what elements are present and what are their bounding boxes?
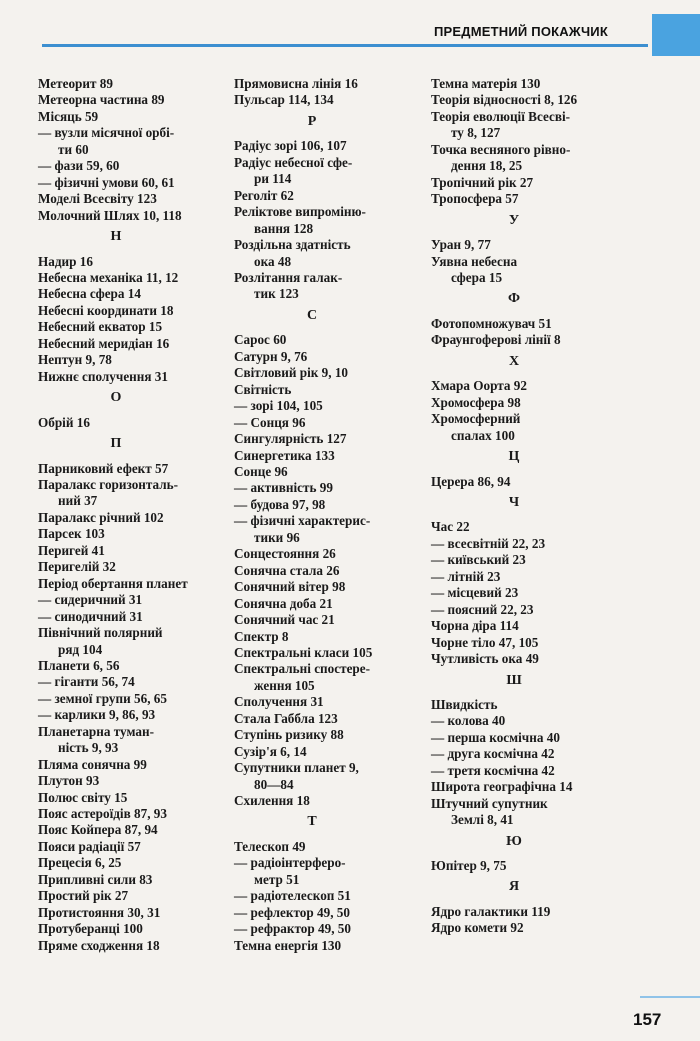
index-entry: Фраунгоферові лінії 8 (431, 332, 561, 348)
index-entry-continuation: ти 60 (58, 141, 89, 157)
index-entry: Нептун 9, 78 (38, 352, 112, 368)
index-entry: Ступінь ризику 88 (234, 727, 344, 743)
index-entry: Паралакс горизонталь- (38, 476, 179, 492)
index-entry: Реліктове випроміню- (234, 204, 366, 220)
index-entry: Сонячна доба 21 (234, 595, 333, 611)
section-letter: Р (307, 113, 317, 129)
index-entry: — синодичний 31 (38, 608, 143, 624)
index-entry: Метеорит 89 (38, 76, 113, 91)
index-entry: Полюс світу 15 (38, 789, 128, 805)
index-entry: Реголіт 62 (234, 187, 294, 203)
index-entry: — вузли місячної орбі- (38, 125, 175, 141)
index-entry: Уран 9, 77 (431, 237, 491, 253)
page-title: ПРЕДМЕТНИЙ ПОКАЖЧИК (430, 24, 612, 39)
index-entry: Тропічний рік 27 (431, 174, 534, 190)
index-entry: Спектр 8 (234, 628, 289, 644)
index-entry: Чорна діра 114 (431, 618, 519, 634)
index-entry: — третя космічна 42 (431, 762, 555, 778)
index-entry: Ядро комети 92 (431, 920, 524, 936)
index-entry: Небесний екватор 15 (38, 319, 163, 335)
index-entry: — зорі 104, 105 (234, 398, 323, 414)
index-entry: Юпітер 9, 75 (431, 858, 507, 874)
index-entry: Теорія еволюції Всесві- (431, 108, 571, 124)
section-letter: Ц (508, 449, 520, 465)
index-entry: Уявна небесна (431, 253, 518, 269)
index-entry: Небесний меридіан 16 (38, 335, 170, 351)
index-entry: Парсек 103 (38, 526, 105, 542)
index-entry-continuation: тики 96 (254, 529, 300, 545)
index-entry: Перигей 41 (38, 542, 105, 558)
index-entry-continuation: дення 18, 25 (451, 158, 523, 174)
index-entry: Спектральні спостере- (234, 661, 370, 677)
index-entry: — активність 99 (234, 480, 333, 496)
index-entry: Церера 86, 94 (431, 473, 511, 489)
index-entry: Протистояння 30, 31 (38, 904, 161, 920)
index-entry: Пульсар 114, 134 (234, 92, 334, 108)
index-entry: — фізичні умови 60, 61 (38, 174, 175, 190)
index-entry: Теорія відносності 8, 126 (431, 92, 578, 108)
index-entry: Протуберанці 100 (38, 921, 143, 937)
index-entry: Фотопомножувач 51 (431, 315, 552, 331)
index-entry: Парниковий ефект 57 (38, 460, 169, 476)
index-entry: Широта географічна 14 (431, 779, 573, 795)
index-entry: Швидкість (431, 696, 498, 712)
index-entry: — радіотелескоп 51 (234, 888, 351, 904)
index-entry-continuation: метр 51 (254, 871, 300, 887)
section-letter: У (508, 212, 520, 228)
index-entry-continuation: Землі 8, 41 (451, 812, 514, 828)
index-entry: Прецесія 6, 25 (38, 855, 122, 871)
index-entry: — перша космічна 40 (431, 729, 560, 745)
index-entry: — колова 40 (431, 713, 506, 729)
index-entry: Паралакс річний 102 (38, 509, 164, 525)
section-letter: Н (110, 229, 122, 245)
index-entry: Світловий рік 9, 10 (234, 365, 349, 381)
index-entry: Тропосфера 57 (431, 191, 519, 207)
index-entry: Планетарна туман- (38, 723, 154, 739)
section-letter: С (306, 307, 318, 323)
index-entry: Ядро галактики 119 (431, 903, 551, 919)
index-entry: Хромосферний (431, 411, 521, 427)
index-entry: — друга космічна 42 (431, 746, 555, 762)
index-entry: Штучний супутник (431, 795, 548, 811)
index-entry: — всесвітній 22, 23 (431, 535, 546, 551)
footer-rule (640, 996, 700, 998)
index-entry: Пляма сонячна 99 (38, 756, 147, 772)
index-entry: Сарос 60 (234, 332, 287, 348)
index-entry: Небесна механіка 11, 12 (38, 269, 179, 285)
index-entry-continuation: тик 123 (254, 286, 299, 302)
index-entry: Молочний Шлях 10, 118 (38, 207, 182, 223)
index-entry: — фізичні характерис- (234, 513, 371, 529)
index-entry: — фази 59, 60 (38, 158, 120, 174)
index-entry-continuation: ряд 104 (58, 641, 103, 657)
index-entry: Хромосфера 98 (431, 394, 521, 410)
index-entry: Сполучення 31 (234, 694, 324, 710)
index-entry: Припливні сили 83 (38, 871, 153, 887)
section-letter: Т (307, 814, 317, 830)
index-entry-continuation: ність 9, 93 (58, 740, 119, 756)
index-entry: — поясний 22, 23 (431, 601, 534, 617)
index-entry: Хмара Оорта 92 (431, 378, 527, 394)
index-entry: Час 22 (431, 519, 470, 535)
index-entry: Сузір'я 6, 14 (234, 743, 307, 759)
index-entry: Спектральні класи 105 (234, 644, 373, 660)
index-entry: Моделі Всесвіту 123 (38, 191, 157, 207)
header-rule (42, 44, 648, 47)
index-entry: Перигелій 32 (38, 559, 116, 575)
index-entry-continuation: ження 105 (254, 677, 315, 693)
index-entry: Надир 16 (38, 253, 93, 269)
index-entry: Темна енергія 130 (234, 937, 342, 953)
index-entry: — радіоінтерферо- (234, 855, 346, 871)
index-entry: Сонцестояння 26 (234, 546, 336, 562)
index-entry: Пояси радіації 57 (38, 838, 141, 854)
index-column-1 (38, 76, 218, 954)
section-letter: П (110, 436, 122, 452)
index-entry-continuation: вання 128 (254, 220, 314, 236)
section-letter: Ш (506, 672, 522, 688)
index-entry: Точка весняного рівно- (431, 141, 571, 157)
index-entry-continuation: ту 8, 127 (451, 125, 501, 141)
index-entry: Місяць 59 (38, 108, 99, 124)
index-entry: Роздільна здатність (234, 237, 351, 253)
index-entry: Нижнє сполучення 31 (38, 368, 168, 384)
index-entry-continuation: сфера 15 (451, 269, 503, 285)
section-letter: Ч (508, 494, 520, 510)
index-entry: Стала Габбла 123 (234, 710, 338, 726)
index-entry: — гіганти 56, 74 (38, 674, 135, 690)
index-entry: Розлітання галак- (234, 269, 343, 285)
index-entry: — будова 97, 98 (234, 496, 326, 512)
index-entry: Простий рік 27 (38, 888, 129, 904)
index-entry: Небесна сфера 14 (38, 286, 141, 302)
index-entry: Пояс Койпера 87, 94 (38, 822, 158, 838)
index-entry: — київський 23 (431, 552, 526, 568)
index-entry: Радіус зорі 106, 107 (234, 138, 347, 154)
index-entry-continuation: ока 48 (254, 253, 292, 269)
index-entry: Синергетика 133 (234, 447, 335, 463)
section-letter: Ф (507, 291, 521, 307)
index-entry-continuation: ри 114 (254, 171, 292, 187)
index-entry: Сатурн 9, 76 (234, 348, 308, 364)
index-entry: Сонячний час 21 (234, 612, 335, 628)
index-column-2 (234, 76, 414, 954)
index-entry: — Сонця 96 (234, 414, 306, 430)
index-entry: Сонячна стала 26 (234, 562, 340, 578)
index-entry: Період обертання планет (38, 575, 188, 591)
index-entry: Темна матерія 130 (431, 76, 541, 91)
index-entry: Чорне тіло 47, 105 (431, 634, 539, 650)
header-color-block (652, 14, 700, 56)
index-entry: Метеорна частина 89 (38, 92, 165, 108)
index-entry: Плутон 93 (38, 773, 100, 789)
index-entry-continuation: спалах 100 (451, 427, 515, 443)
index-entry: Чутливість ока 49 (431, 651, 539, 667)
index-entry: Пряме сходження 18 (38, 937, 160, 953)
index-entry: — земної групи 56, 65 (38, 690, 167, 706)
index-entry: Пояс астероїдів 87, 93 (38, 806, 167, 822)
index-entry: Прямовисна лінія 16 (234, 76, 358, 91)
section-letter: Ю (506, 833, 522, 849)
index-entry-continuation: ний 37 (58, 493, 98, 509)
index-entry: Схилення 18 (234, 793, 310, 809)
index-entry-continuation: 80—84 (254, 776, 294, 792)
index-entry: — рефлектор 49, 50 (234, 904, 350, 920)
index-entry: Обрій 16 (38, 414, 90, 430)
index-entry: Супутники планет 9, (234, 760, 359, 776)
index-entry: Світність (234, 381, 292, 397)
index-entry: Радіус небесної сфе- (234, 154, 353, 170)
index-entry: Сонце 96 (234, 463, 288, 479)
index-entry: — місцевий 23 (431, 585, 519, 601)
page-number: 157 (633, 1010, 662, 1029)
index-entry: Планети 6, 56 (38, 657, 120, 673)
index-entry: — сидеричний 31 (38, 592, 143, 608)
index-entry: Північний полярний (38, 625, 163, 641)
section-letter: Х (508, 353, 520, 369)
index-entry: Сонячний вітер 98 (234, 579, 346, 595)
index-entry: Сингулярність 127 (234, 431, 347, 447)
section-letter: Я (508, 879, 520, 895)
index-entry: Телескоп 49 (234, 838, 306, 854)
index-column-3 (431, 76, 621, 937)
index-entry: — карлики 9, 86, 93 (38, 707, 156, 723)
index-entry: — рефрактор 49, 50 (234, 921, 351, 937)
section-letter: О (110, 390, 122, 406)
index-entry: Небесні координати 18 (38, 302, 174, 318)
index-entry: — літній 23 (431, 568, 501, 584)
